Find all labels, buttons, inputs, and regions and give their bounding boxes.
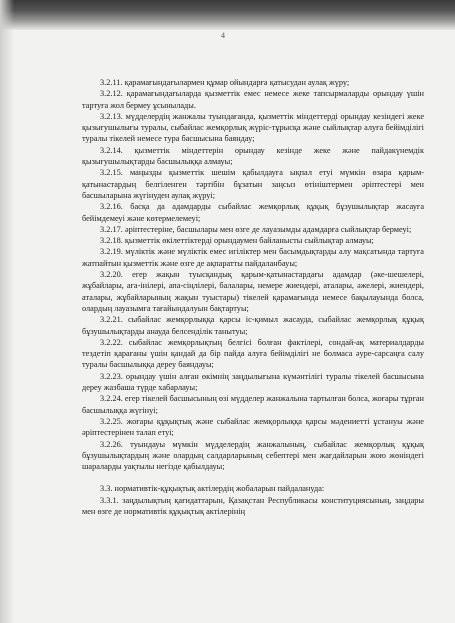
paragraph-3-2-25: 3.2.25. жоғары құқықтық және сыбайлас жемқорлыққа қарсы мәдениетті ұстануы және әріптестерінен талап етуі;	[82, 416, 424, 438]
section-heading-3-3: 3.3. нормативтік-құқықтық актілердің жобаларын пайдалануда:	[100, 484, 325, 494]
paragraph-3-2-22: 3.2.22. сыбайлас жемқорлықтың белгісі болған фактілері, сондай-ақ материалдарды тездетіп қарағаны үшін қандай да бір пайда алуға бейімділігі не болмаса әуре-сарсаңға салу туралы басшылыққа дереу баяндауы;	[82, 337, 424, 370]
document-body	[82, 77, 424, 517]
paragraph-3-2-12: 3.2.12. қарамағындағыларда қызметтік емес немесе жеке тапсырмаларды орындау үшін тартуға жол бермеу ұсынылады.	[82, 89, 424, 110]
paragraph-3-2-14: 3.2.14. қызметтік міндеттерін орындау кезінде жеке және пайдакүнемдік қызығушылықтарды басшылыққа алмауы;	[82, 145, 424, 167]
scan-edge-shadow	[0, 0, 455, 30]
paragraph-3-2-17: 3.2.17. әріптестеріне, басшылары мен өзге де лауазымды адамдарға сыйлықтар бермеуі;	[100, 224, 412, 234]
paragraph-3-2-24: 3.2.24. егер тікелей басшысының өзі мүдделер жанжалына тартылған болса, жоғары тұрған басшылыққа жүгінуі;	[82, 394, 424, 415]
paragraph-3-2-16: 3.2.16. басқа да адамдарды сыбайлас жемқорлық құқық бұзушылықтар жасауға бейімдемеуі және көтермелемеуі;	[82, 202, 424, 223]
paragraph-3-2-21: 3.2.21. сыбайлас жемқорлыққа қарсы іс-қимыл жасауда, сыбайлас жемқорлық құқық бұзушылықтарды анауда белсенділік танытуы;	[82, 315, 424, 336]
paragraph-3-2-13: 3.2.13. мүдделердің жанжалы туындағанда, қызметтік міндеттерді орындау кезіндегі жеке қызығушылығы туралы, сыбайлас жемқорлық жүріс-тұрысқа және сыйлықтар алуға бейімділігі туралы тікелей немесе тура басшысына баяндау;	[82, 111, 424, 144]
paragraph-3-2-23: 3.2.23. орындау үшін алған өкімнің заңдылығына күмәнтілігі туралы тікелей басшысына дереу жазбаша түрде хабарлауы;	[82, 371, 424, 393]
page-number: 4	[221, 31, 225, 40]
paragraph-3-2-20: 3.2.20. егер жақын туысқандық қарым-қатынастардағы адамдар (әке-шешелері, жұбайлары, аға-інілері, апа-сіңлілері, балалары, немере жиендері, аталары, әжелері, жиендері, аталары, жұбайларының жақын туыстары) тікелей қарамағында немесе бақылауында болса, олардың лауазымға тағайындалуын бақтартуы;	[82, 270, 424, 313]
paragraph-3-2-11: 3.2.11. қарамағындағылармен құмар ойындарға қатысудан аулақ жүру;	[100, 78, 350, 87]
paragraph-3-2-18: 3.2.18. қызметтік өкілеттіктерді орындаумен байланысты сыйлықтар алмауы;	[100, 236, 374, 246]
paragraph-3-2-19: 3.2.19. мүліктік және мүліктік емес игіліктер мен басымдықтарды алу мақсатында тартуға жатпайтын қызметтік және өзге де ақпаратты пайдаланбауы;	[82, 247, 424, 268]
paragraph-3-2-26: 3.2.26. туындауы мүмкін мүдделердің жанжалының, сыбайлас жемқорлық құқық бұзушылықтардың және олардың салдарларының себептері мен жағдайларын жою жөніндегі шараларды уақтылы негізде қабылдауы;	[82, 439, 424, 472]
paragraph-3-2-15: 3.2.15. маңызды қызметтік шешім қабылдауға ықпал етуі мүмкін өзара қарым-қатынастардың белгіленген тәртібін бұзатын заңсыз өтініштермен әріптестері мен басшыларына жүгінуден аулақ жүруі;	[82, 168, 424, 200]
paragraph-3-3-1: 3.3.1. заңдылықтың қағидаттарын, Қазақстан Республикасы конституциясының, заңдары мен өзге де нормативтік құқықтық актілерінің	[82, 495, 424, 516]
scan-side-shadow	[0, 0, 14, 623]
